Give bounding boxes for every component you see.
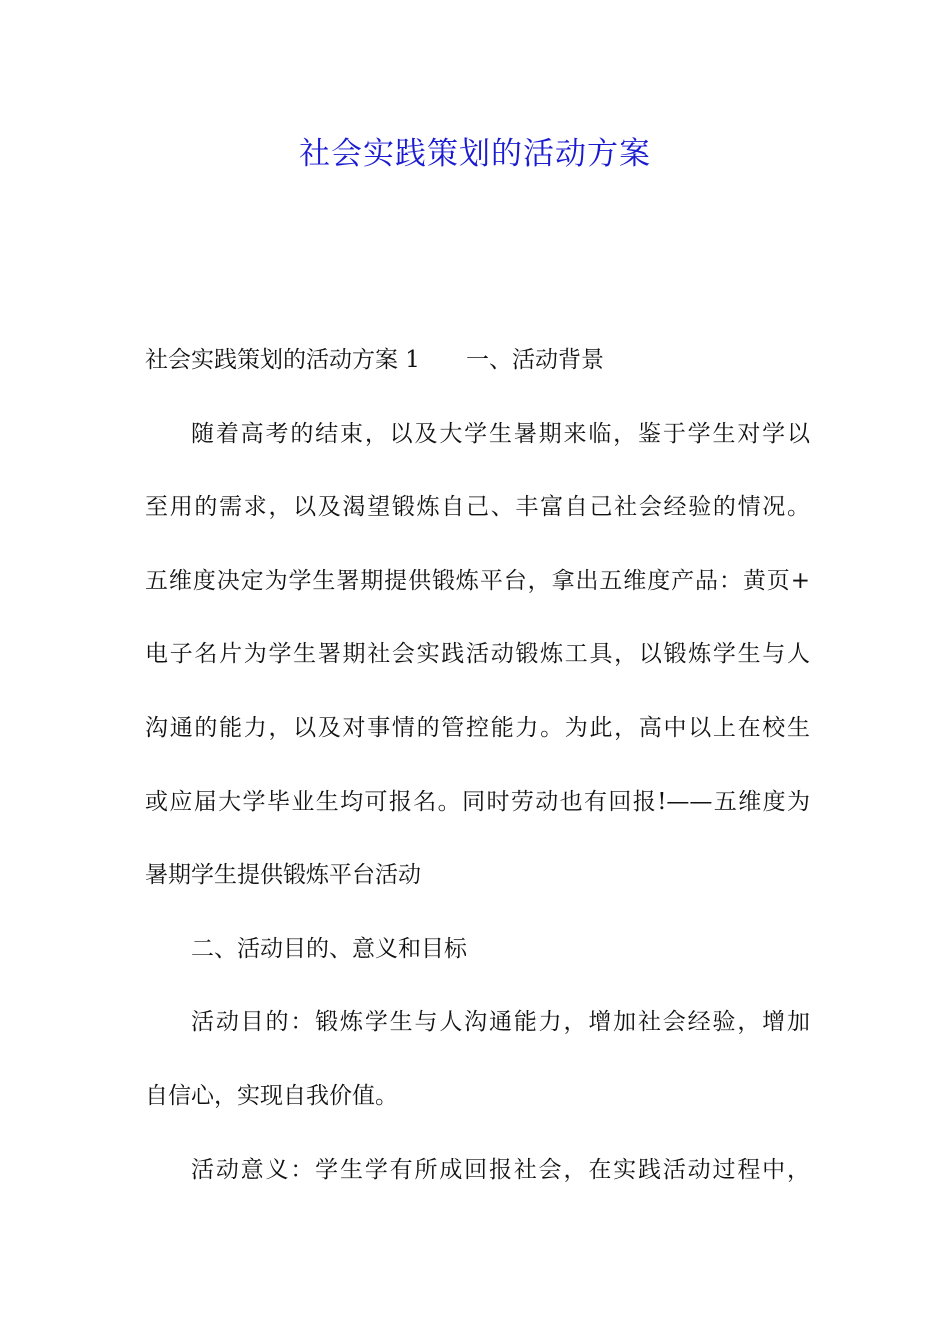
paragraph-line: 自信心，实现自我价值。: [145, 1082, 398, 1109]
paragraph-line: 至用的需求，以及渴望锻炼自己、丰富自己社会经验的情况。: [145, 494, 810, 521]
document-body: [145, 334, 810, 1217]
paragraph-line: 沟通的能力，以及对事情的管控能力。为此，高中以上在校生: [145, 714, 810, 741]
paragraph-line: 随着高考的结束，以及大学生暑期来临，鉴于学生对学以: [191, 420, 810, 447]
paragraph-line: 五维度决定为学生署期提供锻炼平台，拿出五维度产品：黄页+: [145, 567, 810, 594]
paragraph-line: 活动目的：锻炼学生与人沟通能力，增加社会经验，增加: [191, 1009, 810, 1036]
document-title: 社会实践策划的活动方案: [299, 136, 651, 172]
paragraph-line: 活动意义：学生学有所成回报社会，在实践活动过程中，: [191, 1156, 810, 1183]
doc-label: 社会实践策划的活动方案 1: [145, 347, 420, 373]
heading-line: [145, 334, 810, 408]
section-heading-purpose: 二、活动目的、意义和目标: [191, 935, 467, 962]
paragraph-line: 或应届大学毕业生均可报名。同时劳动也有回报!——五维度为: [145, 788, 810, 815]
paragraph-line: 暑期学生提供锻炼平台活动: [145, 862, 421, 889]
section-heading-background: 一、活动背景: [465, 347, 604, 373]
paragraph-line: 电子名片为学生署期社会实践活动锻炼工具，以锻炼学生与人: [145, 641, 810, 668]
